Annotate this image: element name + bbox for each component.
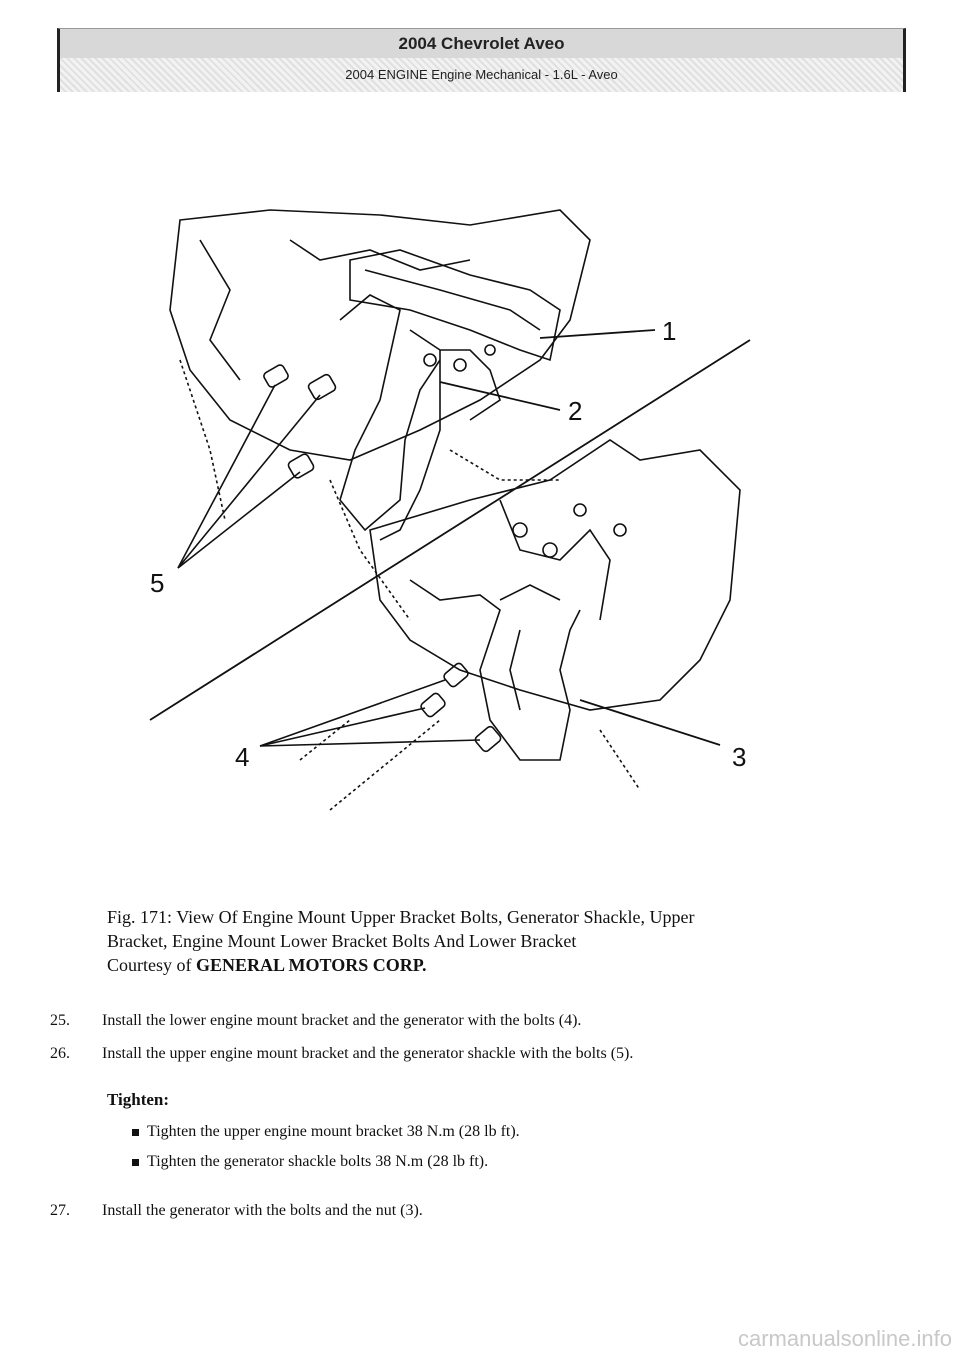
bullet-icon <box>132 1129 139 1136</box>
caption-line-1: Fig. 171: View Of Engine Mount Upper Bracket Bolts, Generator Shackle, Upper <box>107 907 695 927</box>
callout-3: 3 <box>732 742 747 772</box>
engine-mount-diagram <box>140 200 760 830</box>
tighten-item-text: Tighten the upper engine mount bracket 38 N.m (28 lb ft). <box>147 1123 520 1140</box>
diagram-drawing <box>140 200 760 830</box>
bullet-icon <box>132 1159 139 1166</box>
watermark: carmanualsonline.info <box>737 1326 952 1351</box>
step-25 <box>50 1010 920 1032</box>
header-subtitle: 2004 ENGINE Engine Mechanical - 1.6L - Aveo <box>57 58 906 92</box>
step-text: Install the upper engine mount bracket and the generator shackle with the bolts (5). <box>102 1045 634 1062</box>
step-number: 25. <box>50 1012 70 1029</box>
callout-2: 2 <box>568 396 583 426</box>
callout-4: 4 <box>235 742 250 772</box>
step-number: 27. <box>50 1202 70 1219</box>
tighten-item-2 <box>132 1151 488 1173</box>
step-text: Install the lower engine mount bracket and the generator with the bolts (4). <box>102 1012 582 1029</box>
step-26 <box>50 1043 920 1065</box>
step-27 <box>50 1200 920 1222</box>
tighten-label: Tighten: <box>107 1090 170 1109</box>
caption-courtesy <box>107 953 897 977</box>
page-header <box>57 28 906 94</box>
tighten-item-text: Tighten the generator shackle bolts 38 N.m (28 lb ft). <box>147 1153 489 1170</box>
courtesy-prefix: Courtesy of <box>107 955 196 975</box>
caption-line-2: Bracket, Engine Mount Lower Bracket Bolts And Lower Bracket <box>107 931 577 951</box>
step-number: 26. <box>50 1045 70 1062</box>
step-text: Install the generator with the bolts and the nut (3). <box>102 1202 423 1219</box>
courtesy-org: GENERAL MOTORS CORP. <box>196 955 427 975</box>
header-title: 2004 Chevrolet Aveo <box>57 28 906 58</box>
callout-5: 5 <box>150 568 165 598</box>
figure-caption <box>107 905 897 977</box>
tighten-item-1 <box>132 1121 520 1143</box>
callout-1: 1 <box>662 316 677 346</box>
